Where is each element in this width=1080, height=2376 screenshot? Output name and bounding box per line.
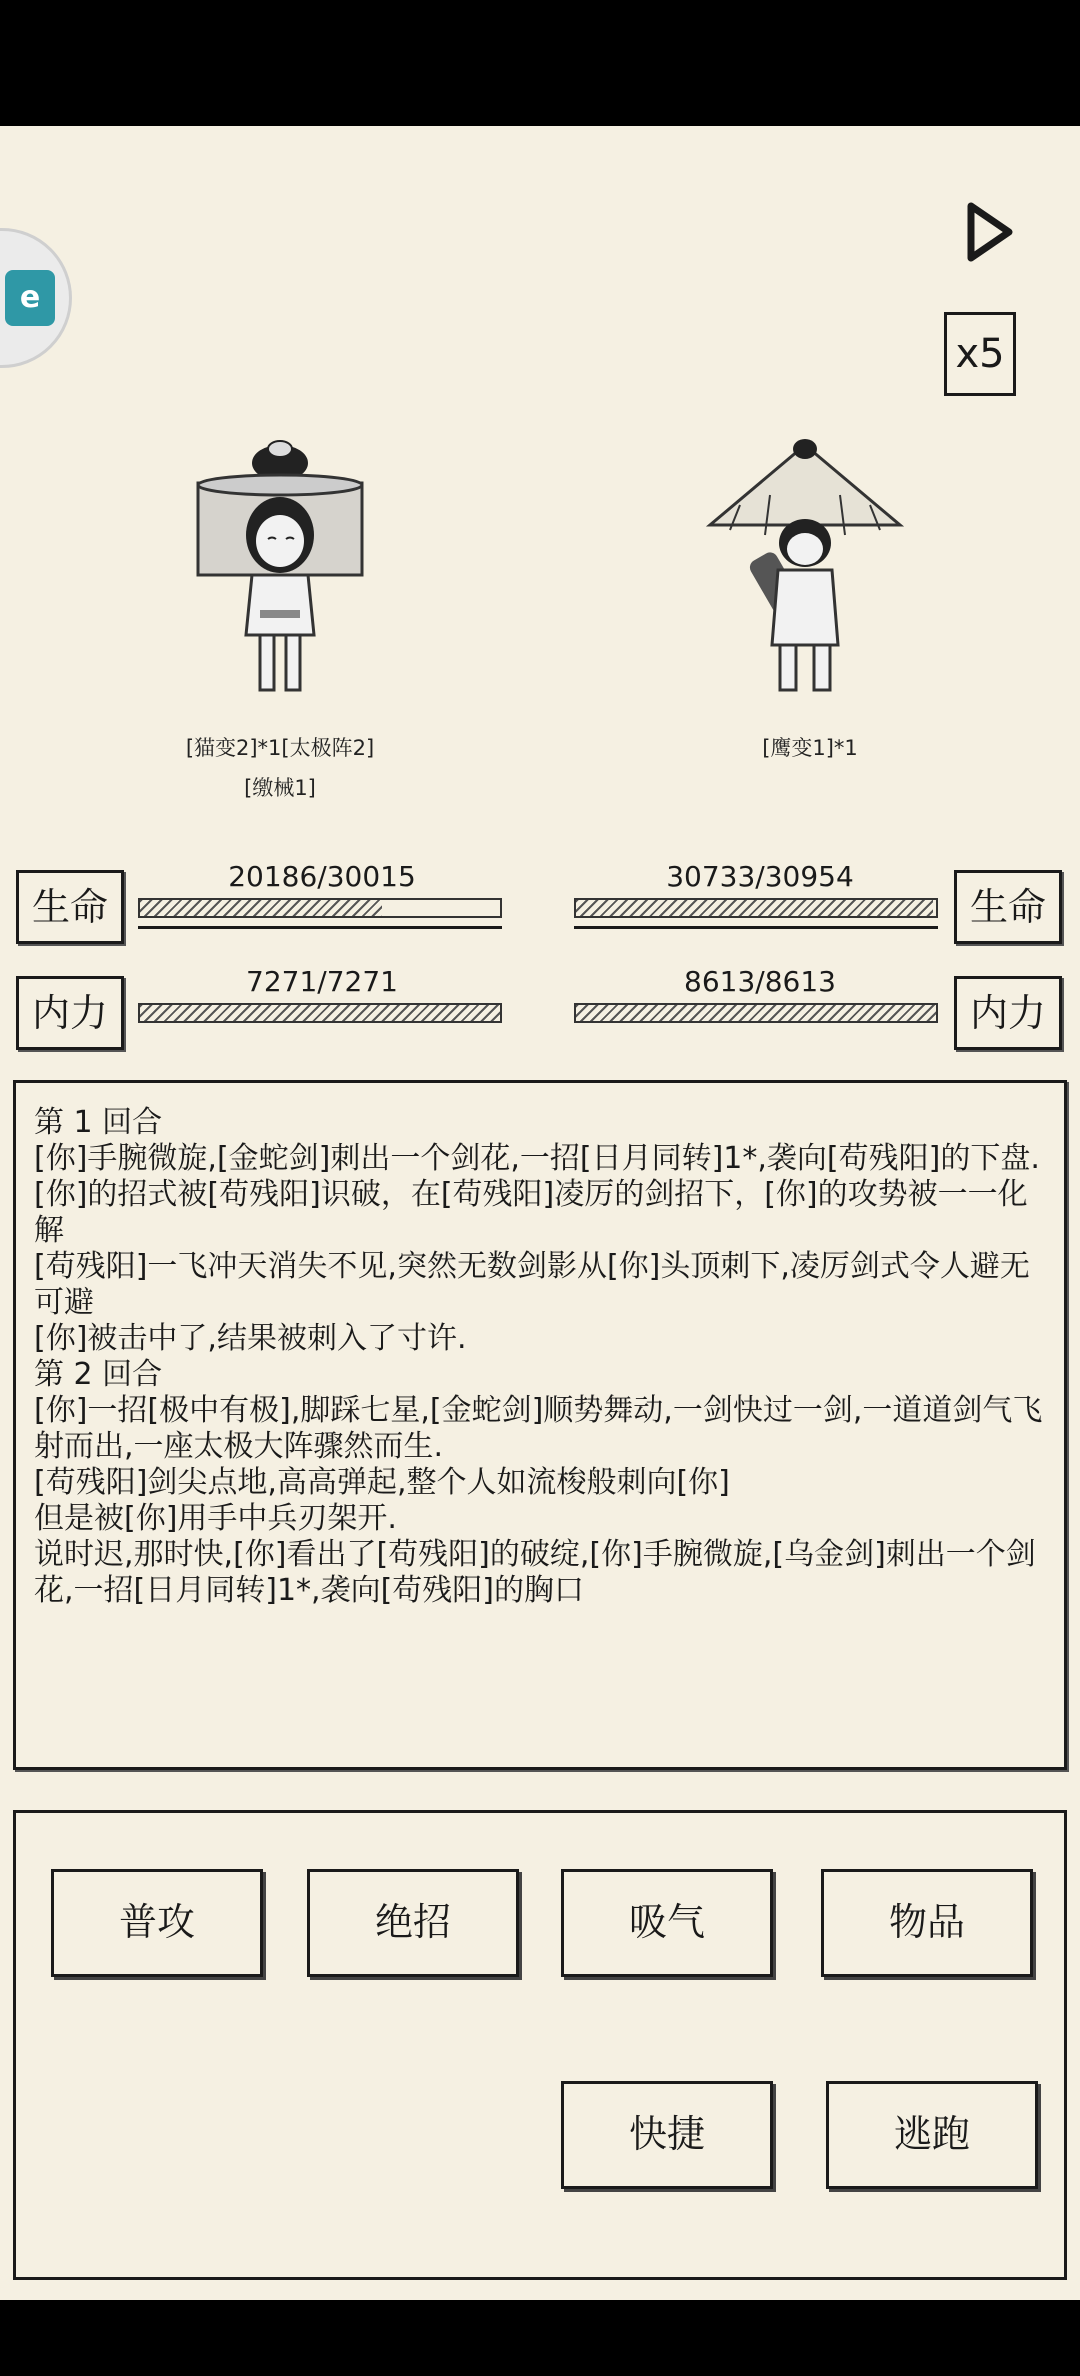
speed-button[interactable]: x5: [944, 312, 1016, 396]
enemy-mp-bar-fill: [576, 1005, 936, 1021]
enemy-mp-label: 内力: [954, 976, 1062, 1050]
enemy-status-line-1: [鹰变1]*1: [762, 736, 858, 760]
player-hp-underline: [138, 926, 502, 929]
battle-log-line: 但是被[你]用手中兵刃架开.: [34, 1501, 397, 1536]
ultimate-button[interactable]: 绝招: [307, 1869, 519, 1977]
enemy-hp-label: 生命: [954, 870, 1062, 944]
battle-log-line: [你]的招式被[苟残阳]识破，在[苟残阳]凌厉的剑招下，[你]的攻势被一一化解: [34, 1177, 1028, 1248]
shortcut-button[interactable]: 快捷: [561, 2081, 773, 2189]
battle-log-line: 第 2 回合: [34, 1357, 163, 1392]
breathe-button[interactable]: 吸气: [561, 1869, 773, 1977]
items-button[interactable]: 物品: [821, 1869, 1033, 1977]
battle-log-line: [你]一招[极中有极],脚踩七星,[金蛇剑]顺势舞动,一剑快过一剑,一道道剑气飞射而出,一座太极大阵骤然而生.: [34, 1393, 1043, 1464]
attack-button[interactable]: 普攻: [51, 1869, 263, 1977]
battle-log-line: 说时迟,那时快,[你]看出了[苟残阳]的破绽,[你]手腕微旋,[乌金剑]刺出一个剑花,一招[日月同转]1*,袭向[苟残阳]的胸口: [34, 1537, 1036, 1608]
enemy-hp-value: 30733/30954: [666, 860, 854, 893]
player-status-line-2: [缴械1]: [244, 776, 316, 800]
battle-log-panel[interactable]: [13, 1080, 1067, 1770]
flee-button[interactable]: 逃跑: [826, 2081, 1038, 2189]
battle-log-line: [苟残阳]一飞冲天消失不见,突然无数剑影从[你]头顶刺下,凌厉剑式令人避无可避: [34, 1249, 1030, 1320]
player-hp-bar-fill: [140, 900, 382, 916]
enemy-hp-underline: [574, 926, 938, 929]
battle-log-line: [你]被击中了,结果被刺入了寸许.: [34, 1321, 467, 1356]
action-panel: [13, 1810, 1067, 2280]
status-bar: [0, 0, 1080, 126]
play-icon[interactable]: [965, 200, 1015, 264]
player-status-effects: [110, 728, 450, 808]
enemy-character-sprite: [700, 435, 910, 705]
battle-log-line: 第 1 回合: [34, 1105, 163, 1140]
player-status-line-1: [猫变2]*1[太极阵2]: [185, 736, 375, 760]
player-hp-label: 生命: [16, 870, 124, 944]
player-character-sprite: [190, 435, 370, 705]
player-hp-bar: [138, 898, 502, 918]
player-mp-bar-fill: [140, 1005, 500, 1021]
enemy-hp-bar-fill: [576, 900, 933, 916]
battle-log-line: [苟残阳]剑尖点地,高高弹起,整个人如流梭般刺向[你]: [34, 1465, 730, 1500]
player-mp-bar: [138, 1003, 502, 1023]
floating-assistant-button[interactable]: [0, 228, 72, 368]
player-mp-label: 内力: [16, 976, 124, 1050]
battle-log-line: [你]手腕微旋,[金蛇剑]刺出一个剑花,一招[日月同转]1*,袭向[苟残阳]的下盘.: [34, 1141, 1040, 1176]
enemy-mp-bar: [574, 1003, 938, 1023]
battle-log-text: [16, 1083, 1064, 1609]
enemy-mp-value: 8613/8613: [684, 965, 836, 998]
enemy-hp-bar: [574, 898, 938, 918]
player-mp-value: 7271/7271: [246, 965, 398, 998]
enemy-status-effects: [640, 728, 980, 768]
player-hp-value: 20186/30015: [228, 860, 416, 893]
assistant-logo-icon: e: [5, 270, 55, 326]
navigation-bar: [0, 2300, 1080, 2376]
